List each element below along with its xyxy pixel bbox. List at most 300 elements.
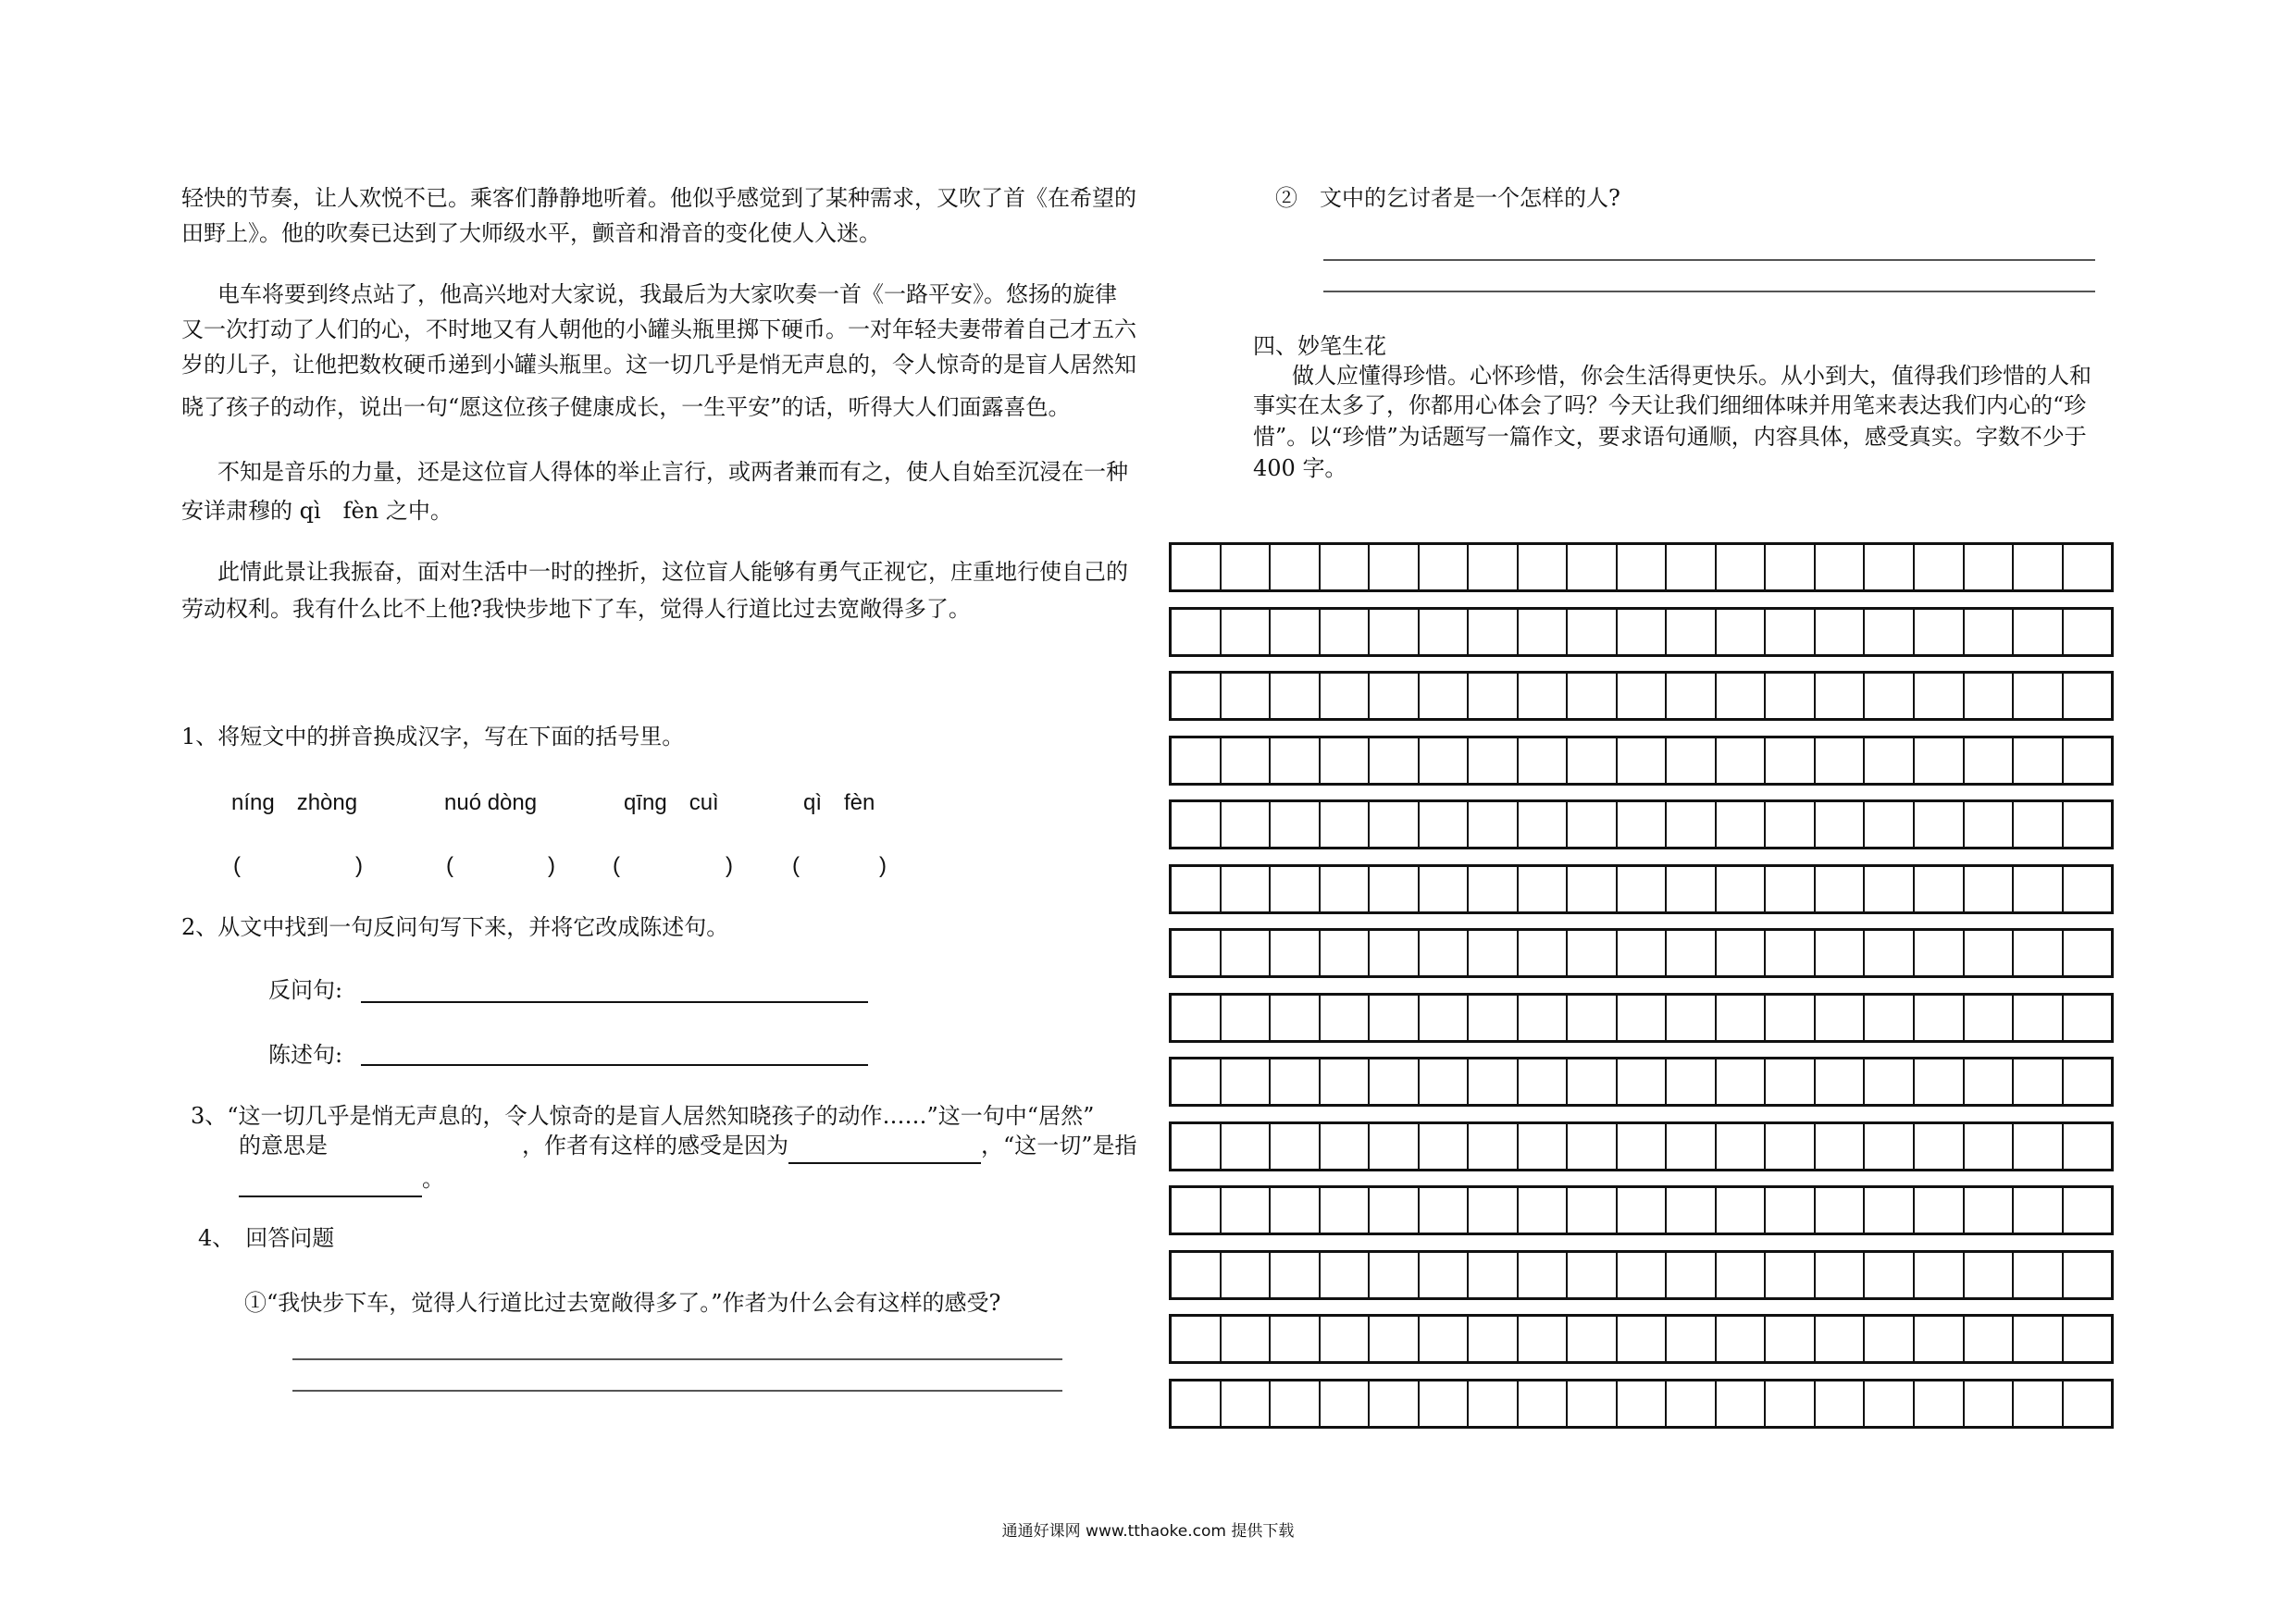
grid-cell[interactable] [1172, 674, 1222, 718]
grid-cell[interactable] [1519, 674, 1569, 718]
grid-cell[interactable] [1271, 1317, 1321, 1361]
grid-cell[interactable] [1667, 1317, 1717, 1361]
grid-cell[interactable] [1222, 1188, 1272, 1233]
grid-cell[interactable] [1469, 931, 1519, 975]
grid-cell[interactable] [1965, 802, 2015, 847]
grid-cell[interactable] [1271, 1188, 1321, 1233]
grid-cell[interactable] [1618, 1381, 1668, 1426]
grid-cell[interactable] [2014, 545, 2064, 589]
grid-cell[interactable] [1321, 1381, 1371, 1426]
grid-cell[interactable] [1717, 1124, 1767, 1169]
grid-cell[interactable] [1172, 996, 1222, 1040]
grid-cell[interactable] [1222, 802, 1272, 847]
passage-line: 又一次打动了人们的心，不时地又有人朝他的小罐头瓶里掷下硬币。一对年轻夫妻带着自己才五六 [181, 316, 1136, 342]
grid-cell[interactable] [1915, 931, 1965, 975]
grid-cell[interactable] [1667, 1381, 1717, 1426]
grid-cell[interactable] [1271, 545, 1321, 589]
grid-cell[interactable] [1172, 1124, 1222, 1169]
grid-cell[interactable] [1865, 738, 1915, 783]
grid-cell[interactable] [1568, 867, 1618, 911]
grid-cell[interactable] [1222, 1059, 1272, 1104]
grid-cell[interactable] [1965, 1381, 2015, 1426]
grid-cell[interactable] [1865, 1253, 1915, 1297]
grid-cell[interactable] [1717, 1381, 1767, 1426]
grid-cell[interactable] [1568, 1253, 1618, 1297]
grid-cell[interactable] [1469, 1124, 1519, 1169]
grid-cell[interactable] [1271, 1253, 1321, 1297]
grid-cell[interactable] [1618, 802, 1668, 847]
grid-cell[interactable] [1519, 610, 1569, 654]
grid-cell[interactable] [1766, 1253, 1816, 1297]
grid-cell[interactable] [1816, 867, 1866, 911]
grid-cell[interactable] [1222, 545, 1272, 589]
question-3-line: 3、“这一切几乎是悄无声息的，令人惊奇的是盲人居然知晓孩子的动作……”这一句中“居然” [191, 1103, 1095, 1129]
grid-row [1169, 671, 2114, 721]
grid-cell[interactable] [1915, 545, 1965, 589]
grid-cell[interactable] [1370, 996, 1420, 1040]
grid-cell[interactable] [1816, 931, 1866, 975]
grid-cell[interactable] [1172, 1317, 1222, 1361]
grid-cell[interactable] [1519, 545, 1569, 589]
grid-cell[interactable] [1717, 802, 1767, 847]
grid-cell[interactable] [1766, 996, 1816, 1040]
grid-cell[interactable] [1370, 1188, 1420, 1233]
grid-cell[interactable] [1321, 931, 1371, 975]
grid-cell[interactable] [1321, 1188, 1371, 1233]
grid-cell[interactable] [1766, 674, 1816, 718]
question-4-sub-1: ①“我快步下车，觉得人行道比过去宽敞得多了。”作者为什么会有这样的感受? [244, 1290, 1001, 1316]
grid-cell[interactable] [1965, 610, 2015, 654]
grid-cell[interactable] [1618, 1124, 1668, 1169]
grid-cell[interactable] [1766, 1124, 1816, 1169]
grid-cell[interactable] [1370, 1381, 1420, 1426]
grid-cell[interactable] [1667, 867, 1717, 911]
grid-cell[interactable] [1618, 996, 1668, 1040]
grid-cell[interactable] [1271, 867, 1321, 911]
grid-cell[interactable] [1321, 1059, 1371, 1104]
grid-row [1169, 542, 2114, 592]
grid-cell[interactable] [1420, 1124, 1470, 1169]
grid-cell[interactable] [1667, 802, 1717, 847]
grid-cell[interactable] [1568, 1381, 1618, 1426]
grid-cell[interactable] [1469, 1188, 1519, 1233]
grid-cell[interactable] [1321, 610, 1371, 654]
grid-cell[interactable] [1618, 1059, 1668, 1104]
grid-cell[interactable] [1420, 802, 1470, 847]
grid-cell[interactable] [1568, 738, 1618, 783]
grid-row [1169, 1250, 2114, 1300]
grid-cell[interactable] [1519, 1188, 1569, 1233]
grid-cell[interactable] [1519, 996, 1569, 1040]
grid-cell[interactable] [1865, 996, 1915, 1040]
grid-cell[interactable] [1865, 610, 1915, 654]
grid-cell[interactable] [1766, 931, 1816, 975]
grid-cell[interactable] [1965, 1317, 2015, 1361]
declarative-sentence-label: 陈述句: [268, 1042, 343, 1068]
grid-cell[interactable] [1370, 1059, 1420, 1104]
answer-line[interactable] [1323, 259, 2095, 261]
grid-cell[interactable] [2064, 674, 2112, 718]
grid-cell[interactable] [1370, 1124, 1420, 1169]
grid-cell[interactable] [1915, 1124, 1965, 1169]
grid-cell[interactable] [2014, 931, 2064, 975]
grid-cell[interactable] [1667, 545, 1717, 589]
question-4-sub-2: ② 文中的乞讨者是一个怎样的人? [1275, 185, 1620, 211]
grid-cell[interactable] [1816, 1253, 1866, 1297]
grid-cell[interactable] [1172, 802, 1222, 847]
grid-cell[interactable] [1915, 996, 1965, 1040]
question-3-text: ，作者有这样的感受是因为 [522, 1133, 788, 1158]
grid-cell[interactable] [1865, 1381, 1915, 1426]
grid-cell[interactable] [1717, 996, 1767, 1040]
grid-row [1169, 1379, 2114, 1429]
grid-cell[interactable] [2014, 1381, 2064, 1426]
grid-cell[interactable] [1865, 802, 1915, 847]
grid-cell[interactable] [1568, 931, 1618, 975]
grid-cell[interactable] [1865, 545, 1915, 589]
passage-line: 劳动权利。我有什么比不上他?我快步地下了车，觉得人行道比过去宽敞得多了。 [181, 596, 971, 622]
grid-cell[interactable] [2014, 996, 2064, 1040]
grid-cell[interactable] [1420, 1317, 1470, 1361]
grid-cell[interactable] [1667, 1059, 1717, 1104]
grid-cell[interactable] [1865, 931, 1915, 975]
grid-cell[interactable] [1965, 1059, 2015, 1104]
grid-cell[interactable] [1469, 867, 1519, 911]
grid-cell[interactable] [1469, 610, 1519, 654]
rhetorical-question-label: 反问句: [268, 977, 343, 1003]
grid-cell[interactable] [2064, 1124, 2112, 1169]
grid-cell[interactable] [1420, 1059, 1470, 1104]
grid-cell[interactable] [1667, 1188, 1717, 1233]
answer-bracket-open[interactable]: ( [233, 853, 241, 878]
grid-cell[interactable] [1370, 738, 1420, 783]
grid-cell[interactable] [2014, 802, 2064, 847]
grid-cell[interactable] [2064, 610, 2112, 654]
grid-cell[interactable] [1618, 1317, 1668, 1361]
grid-cell[interactable] [1172, 867, 1222, 911]
grid-cell[interactable] [1915, 867, 1965, 911]
grid-cell[interactable] [1717, 545, 1767, 589]
grid-cell[interactable] [1172, 545, 1222, 589]
grid-cell[interactable] [1667, 738, 1717, 783]
grid-cell[interactable] [1321, 802, 1371, 847]
grid-cell[interactable] [1271, 996, 1321, 1040]
grid-cell[interactable] [2064, 738, 2112, 783]
grid-cell[interactable] [1370, 610, 1420, 654]
grid-cell[interactable] [1618, 931, 1668, 975]
grid-cell[interactable] [1321, 1317, 1371, 1361]
grid-cell[interactable] [1271, 1124, 1321, 1169]
grid-cell[interactable] [1519, 1253, 1569, 1297]
grid-cell[interactable] [1766, 802, 1816, 847]
grid-cell[interactable] [1172, 738, 1222, 783]
grid-cell[interactable] [1618, 674, 1668, 718]
grid-cell[interactable] [1370, 867, 1420, 911]
grid-cell[interactable] [1667, 610, 1717, 654]
grid-cell[interactable] [1370, 1317, 1420, 1361]
grid-cell[interactable] [1172, 1253, 1222, 1297]
grid-cell[interactable] [1865, 674, 1915, 718]
grid-cell[interactable] [1420, 1381, 1470, 1426]
grid-cell[interactable] [2014, 1253, 2064, 1297]
grid-cell[interactable] [1172, 1188, 1222, 1233]
grid-cell[interactable] [1222, 996, 1272, 1040]
grid-cell[interactable] [1222, 1124, 1272, 1169]
grid-cell[interactable] [1965, 1188, 2015, 1233]
grid-cell[interactable] [1816, 1059, 1866, 1104]
grid-cell[interactable] [1717, 1317, 1767, 1361]
grid-cell[interactable] [2014, 1124, 2064, 1169]
grid-cell[interactable] [1865, 1124, 1915, 1169]
grid-cell[interactable] [1717, 674, 1767, 718]
grid-cell[interactable] [1370, 674, 1420, 718]
grid-cell[interactable] [1568, 802, 1618, 847]
grid-cell[interactable] [1568, 545, 1618, 589]
grid-cell[interactable] [1568, 674, 1618, 718]
answer-line[interactable] [292, 1358, 1062, 1360]
grid-cell[interactable] [1915, 738, 1965, 783]
grid-cell[interactable] [1915, 610, 1965, 654]
grid-cell[interactable] [1816, 1188, 1866, 1233]
grid-cell[interactable] [1172, 1381, 1222, 1426]
grid-cell[interactable] [2064, 1253, 2112, 1297]
grid-cell[interactable] [1469, 1381, 1519, 1426]
grid-cell[interactable] [1271, 802, 1321, 847]
grid-cell[interactable] [1321, 996, 1371, 1040]
grid-cell[interactable] [1172, 610, 1222, 654]
grid-cell[interactable] [1172, 931, 1222, 975]
grid-cell[interactable] [1420, 1253, 1470, 1297]
grid-cell[interactable] [1915, 1059, 1965, 1104]
grid-cell[interactable] [1222, 1253, 1272, 1297]
grid-cell[interactable] [1469, 802, 1519, 847]
grid-row [1169, 799, 2114, 849]
grid-cell[interactable] [1271, 610, 1321, 654]
grid-cell[interactable] [1222, 674, 1272, 718]
grid-cell[interactable] [1915, 1253, 1965, 1297]
grid-cell[interactable] [1519, 802, 1569, 847]
grid-cell[interactable] [1915, 1188, 1965, 1233]
grid-cell[interactable] [1865, 867, 1915, 911]
grid-cell[interactable] [1321, 867, 1371, 911]
grid-cell[interactable] [1469, 1059, 1519, 1104]
grid-cell[interactable] [1172, 1059, 1222, 1104]
grid-cell[interactable] [1321, 1253, 1371, 1297]
grid-cell[interactable] [1519, 931, 1569, 975]
grid-cell[interactable] [1667, 674, 1717, 718]
grid-cell[interactable] [1568, 1317, 1618, 1361]
grid-cell[interactable] [1618, 545, 1668, 589]
grid-cell[interactable] [2064, 1317, 2112, 1361]
answer-bracket-close: ) [355, 853, 363, 878]
answer-line[interactable] [292, 1390, 1062, 1392]
grid-cell[interactable] [1469, 996, 1519, 1040]
grid-cell[interactable] [1915, 802, 1965, 847]
grid-cell[interactable] [1766, 610, 1816, 654]
grid-cell[interactable] [1915, 1317, 1965, 1361]
grid-cell[interactable] [1816, 1381, 1866, 1426]
grid-cell[interactable] [1568, 1188, 1618, 1233]
grid-cell[interactable] [1816, 802, 1866, 847]
grid-cell[interactable] [1370, 1253, 1420, 1297]
grid-cell[interactable] [1717, 1253, 1767, 1297]
grid-cell[interactable] [1321, 738, 1371, 783]
answer-bracket-open[interactable]: ( [613, 853, 620, 878]
grid-cell[interactable] [2014, 1317, 2064, 1361]
passage-line: 安详肃穆的 qì fèn 之中。 [181, 498, 453, 524]
question-3-line [239, 1127, 1137, 1164]
grid-cell[interactable] [1667, 931, 1717, 975]
grid-cell[interactable] [1667, 1253, 1717, 1297]
grid-cell[interactable] [1965, 738, 2015, 783]
grid-cell[interactable] [1420, 738, 1470, 783]
answer-blank[interactable] [788, 1138, 981, 1164]
grid-cell[interactable] [1865, 1059, 1915, 1104]
grid-cell[interactable] [1469, 1317, 1519, 1361]
grid-cell[interactable] [1420, 931, 1470, 975]
grid-cell[interactable] [1618, 1253, 1668, 1297]
grid-cell[interactable] [1321, 1124, 1371, 1169]
grid-cell[interactable] [1965, 931, 2015, 975]
grid-cell[interactable] [1816, 1317, 1866, 1361]
grid-cell[interactable] [1370, 802, 1420, 847]
grid-cell[interactable] [2064, 1381, 2112, 1426]
section-4-instruction: 事实在太多了，你都用心体会了吗？今天让我们细细体味并用笔来表达我们内心的“珍 [1253, 392, 2087, 418]
grid-cell[interactable] [1816, 545, 1866, 589]
grid-cell[interactable] [1420, 867, 1470, 911]
grid-cell[interactable] [1618, 610, 1668, 654]
grid-cell[interactable] [2014, 1188, 2064, 1233]
grid-cell[interactable] [1469, 545, 1519, 589]
grid-cell[interactable] [1717, 867, 1767, 911]
grid-cell[interactable] [1222, 931, 1272, 975]
grid-cell[interactable] [1469, 738, 1519, 783]
grid-cell[interactable] [1519, 1381, 1569, 1426]
grid-cell[interactable] [1618, 738, 1668, 783]
grid-cell[interactable] [1222, 867, 1272, 911]
grid-cell[interactable] [1420, 674, 1470, 718]
answer-line[interactable] [1323, 291, 2095, 292]
grid-cell[interactable] [1271, 738, 1321, 783]
grid-cell[interactable] [1965, 996, 2015, 1040]
grid-cell[interactable] [1717, 738, 1767, 783]
grid-cell[interactable] [1519, 1317, 1569, 1361]
grid-cell[interactable] [1519, 738, 1569, 783]
grid-cell[interactable] [1766, 545, 1816, 589]
grid-cell[interactable] [1717, 931, 1767, 975]
grid-cell[interactable] [1271, 1381, 1321, 1426]
grid-cell[interactable] [1519, 867, 1569, 911]
grid-cell[interactable] [1965, 545, 2015, 589]
grid-cell[interactable] [1469, 1253, 1519, 1297]
pinyin-4: qì fèn [803, 790, 875, 815]
grid-cell[interactable] [1865, 1188, 1915, 1233]
grid-cell[interactable] [1618, 1188, 1668, 1233]
grid-cell[interactable] [1420, 1188, 1470, 1233]
grid-cell[interactable] [1766, 867, 1816, 911]
grid-cell[interactable] [2014, 610, 2064, 654]
grid-cell[interactable] [1469, 674, 1519, 718]
grid-cell[interactable] [1965, 1124, 2015, 1169]
grid-cell[interactable] [2064, 1188, 2112, 1233]
grid-cell[interactable] [1519, 1124, 1569, 1169]
question-1-prompt: 1、将短文中的拼音换成汉字，写在下面的括号里。 [181, 724, 685, 750]
grid-cell[interactable] [2064, 996, 2112, 1040]
grid-cell[interactable] [1222, 610, 1272, 654]
grid-cell[interactable] [1865, 1317, 1915, 1361]
grid-cell[interactable] [1370, 931, 1420, 975]
grid-cell[interactable] [1222, 738, 1272, 783]
grid-cell[interactable] [1667, 996, 1717, 1040]
grid-cell[interactable] [1717, 610, 1767, 654]
grid-cell[interactable] [2014, 867, 2064, 911]
answer-bracket-open[interactable]: ( [792, 853, 800, 878]
declarative-sentence-answer-line[interactable] [361, 1064, 868, 1066]
grid-cell[interactable] [1271, 1059, 1321, 1104]
grid-cell[interactable] [1816, 674, 1866, 718]
grid-cell[interactable] [1568, 1059, 1618, 1104]
grid-cell[interactable] [1766, 1188, 1816, 1233]
grid-cell[interactable] [1519, 1059, 1569, 1104]
grid-cell[interactable] [1766, 738, 1816, 783]
passage-line: 轻快的节奏，让人欢悦不已。乘客们静静地听着。他似乎感觉到了某种需求，又吹了首《在希望的 [181, 185, 1136, 211]
grid-cell[interactable] [1717, 1188, 1767, 1233]
answer-bracket-open[interactable]: ( [446, 853, 453, 878]
grid-cell[interactable] [1568, 610, 1618, 654]
grid-cell[interactable] [1766, 1381, 1816, 1426]
grid-cell[interactable] [1766, 1317, 1816, 1361]
grid-cell[interactable] [1667, 1124, 1717, 1169]
grid-cell[interactable] [1965, 1253, 2015, 1297]
grid-cell[interactable] [1420, 996, 1470, 1040]
grid-cell[interactable] [2014, 1059, 2064, 1104]
question-3-text: ，“这一切”是指 [981, 1133, 1137, 1158]
grid-cell[interactable] [2064, 1059, 2112, 1104]
grid-cell[interactable] [2064, 802, 2112, 847]
grid-cell[interactable] [1717, 1059, 1767, 1104]
grid-cell[interactable] [1816, 996, 1866, 1040]
grid-cell[interactable] [1618, 867, 1668, 911]
grid-cell[interactable] [2064, 867, 2112, 911]
grid-cell[interactable] [1370, 545, 1420, 589]
grid-cell[interactable] [2014, 738, 2064, 783]
grid-cell[interactable] [1965, 867, 2015, 911]
grid-cell[interactable] [2064, 545, 2112, 589]
answer-blank[interactable] [239, 1171, 422, 1197]
grid-cell[interactable] [1816, 1124, 1866, 1169]
grid-cell[interactable] [1568, 996, 1618, 1040]
grid-cell[interactable] [1568, 1124, 1618, 1169]
grid-cell[interactable] [1222, 1381, 1272, 1426]
grid-cell[interactable] [1222, 1317, 1272, 1361]
grid-cell[interactable] [1271, 674, 1321, 718]
grid-cell[interactable] [1766, 1059, 1816, 1104]
grid-cell[interactable] [1321, 545, 1371, 589]
grid-cell[interactable] [1420, 610, 1470, 654]
question-4-title: 4、 回答问题 [198, 1225, 335, 1251]
rhetorical-question-answer-line[interactable] [361, 1001, 868, 1003]
grid-cell[interactable] [2064, 931, 2112, 975]
grid-cell[interactable] [1816, 738, 1866, 783]
grid-cell[interactable] [1915, 674, 1965, 718]
grid-cell[interactable] [1321, 674, 1371, 718]
grid-cell[interactable] [2014, 674, 2064, 718]
grid-cell[interactable] [1965, 674, 2015, 718]
grid-cell[interactable] [1915, 1381, 1965, 1426]
grid-cell[interactable] [1271, 931, 1321, 975]
grid-cell[interactable] [1816, 610, 1866, 654]
grid-cell[interactable] [1420, 545, 1470, 589]
